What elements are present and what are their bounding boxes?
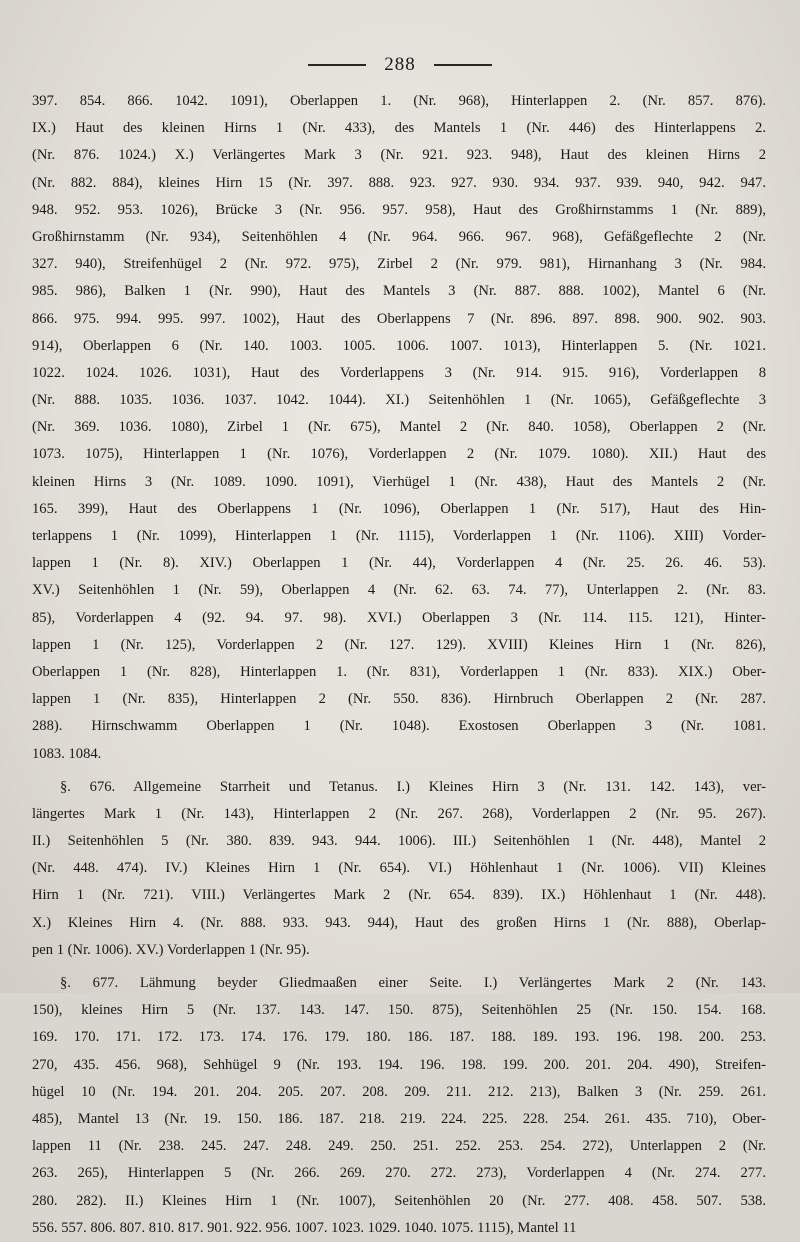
- text-line: Oberlappen 1 (Nr. 828), Hinterlappen 1. (Nr. 831), Vorderlappen 1 (Nr. 833). XIX.) Ober-: [32, 663, 766, 680]
- page-header: [0, 50, 800, 80]
- body-text: [32, 88, 766, 1242]
- text-line: (Nr. 369. 1036. 1080), Zirbel 1 (Nr. 675), Mantel 2 (Nr. 840. 1058), Oberlappen 2 (Nr.: [32, 419, 766, 436]
- text-line: hügel 10 (Nr. 194. 201. 204. 205. 207. 208. 209. 211. 212. 213), Balken 3 (Nr. 259. 261.: [32, 1083, 766, 1100]
- text-line: Hirn 1 (Nr. 721). VIII.) Verlängertes Mark 2 (Nr. 654. 839). IX.) Höhlenhaut 1 (Nr. 448).: [32, 887, 766, 904]
- paragraph: [32, 774, 766, 964]
- text-line: 866. 975. 994. 995. 997. 1002), Haut des Oberlappens 7 (Nr. 896. 897. 898. 900. 902. 903.: [32, 310, 766, 327]
- text-line: 165. 399), Haut des Oberlappens 1 (Nr. 1096), Oberlappen 1 (Nr. 517), Haut des Hin-: [32, 500, 766, 517]
- paragraph: [32, 970, 766, 1242]
- text-line: 327. 940), Streifenhügel 2 (Nr. 972. 975), Zirbel 2 (Nr. 979. 981), Hirnanhang 3 (Nr. 984.: [32, 256, 766, 273]
- text-line: 288). Hirnschwamm Oberlappen 1 (Nr. 1048). Exostosen Oberlappen 3 (Nr. 1081.: [32, 718, 766, 735]
- text-line: §. 677. Lähmung beyder Gliedmaaßen einer Seite. I.) Verlängertes Mark 2 (Nr. 143.: [60, 975, 766, 991]
- text-line: X.) Kleines Hirn 4. (Nr. 888. 933. 943. 944), Haut des großen Hirns 1 (Nr. 888), Oberlap-: [32, 914, 766, 931]
- paragraph: [32, 88, 766, 768]
- text-line: 985. 986), Balken 1 (Nr. 990), Haut des Mantels 3 (Nr. 887. 888. 1002), Mantel 6 (Nr.: [32, 283, 766, 300]
- text-line: (Nr. 888. 1035. 1036. 1037. 1042. 1044). XI.) Seitenhöhlen 1 (Nr. 1065), Gefäßgeflechte 3: [32, 392, 766, 409]
- text-line: Großhirnstamm (Nr. 934), Seitenhöhlen 4 (Nr. 964. 966. 967. 968), Gefäßgeflechte 2 (Nr.: [32, 228, 766, 245]
- text-line: lappen 11 (Nr. 238. 245. 247. 248. 249. 250. 251. 252. 253. 254. 272), Unterlappen 2 (Nr.: [32, 1138, 766, 1155]
- text-line: 280. 282). II.) Kleines Hirn 1 (Nr. 1007), Seitenhöhlen 20 (Nr. 277. 408. 458. 507. 538.: [32, 1192, 766, 1209]
- text-line: 150), kleines Hirn 5 (Nr. 137. 143. 147. 150. 875), Seitenhöhlen 25 (Nr. 150. 154. 168.: [32, 1002, 766, 1019]
- text-line: IX.) Haut des kleinen Hirns 1 (Nr. 433), des Mantels 1 (Nr. 446) des Hinterlappens 2.: [32, 120, 766, 137]
- text-line: 397. 854. 866. 1042. 1091), Oberlappen 1. (Nr. 968), Hinterlappen 2. (Nr. 857. 876).: [32, 93, 766, 109]
- text-line: XV.) Seitenhöhlen 1 (Nr. 59), Oberlappen 4 (Nr. 62. 63. 74. 77), Unterlappen 2. (Nr. 83.: [32, 582, 766, 599]
- text-line: terlappens 1 (Nr. 1099), Hinterlappen 1 (Nr. 1115), Vorderlappen 1 (Nr. 1106). XIII) Vorder-: [32, 528, 766, 544]
- text-line: lappen 1 (Nr. 8). XIV.) Oberlappen 1 (Nr. 44), Vorderlappen 4 (Nr. 25. 26. 46. 53).: [32, 555, 766, 572]
- text-line: 1022. 1024. 1026. 1031), Haut des Vorderlappens 3 (Nr. 914. 915. 916), Vorderlappen 8: [32, 364, 766, 381]
- header-rule-left: [308, 64, 366, 66]
- text-line: 169. 170. 171. 172. 173. 174. 176. 179. 180. 186. 187. 188. 189. 193. 196. 198. 200. 253.: [32, 1029, 766, 1046]
- text-line: lappen 1 (Nr. 835), Hinterlappen 2 (Nr. 550. 836). Hirnbruch Oberlappen 2 (Nr. 287.: [32, 691, 766, 708]
- header-rule-right: [434, 64, 492, 66]
- text-line: längertes Mark 1 (Nr. 143), Hinterlappen 2 (Nr. 267. 268), Vorderlappen 2 (Nr. 95. 267).: [32, 805, 766, 822]
- text-line: 948. 952. 953. 1026), Brücke 3 (Nr. 956. 957. 958), Haut des Großhirnstamms 1 (Nr. 889),: [32, 201, 766, 218]
- text-line: (Nr. 876. 1024.) X.) Verlängertes Mark 3 (Nr. 921. 923. 948), Haut des kleinen Hirns 2: [32, 147, 766, 164]
- text-line: 1073. 1075), Hinterlappen 1 (Nr. 1076), Vorderlappen 2 (Nr. 1079. 1080). XII.) Haut des: [32, 446, 766, 463]
- text-line: §. 676. Allgemeine Starrheit und Tetanus. I.) Kleines Hirn 3 (Nr. 131. 142. 143), ver-: [60, 778, 766, 795]
- text-line: II.) Seitenhöhlen 5 (Nr. 380. 839. 943. 944. 1006). III.) Seitenhöhlen 1 (Nr. 448), Mantel 2: [32, 833, 766, 850]
- text-line: 556. 557. 806. 807. 810. 817. 901. 922. 956. 1007. 1023. 1029. 1040. 1075. 1115), Mantel 11: [32, 1219, 577, 1236]
- text-line: 914), Oberlappen 6 (Nr. 140. 1003. 1005. 1006. 1007. 1013), Hinterlappen 5. (Nr. 1021.: [32, 337, 766, 354]
- text-line: lappen 1 (Nr. 125), Vorderlappen 2 (Nr. 127. 129). XVIII) Kleines Hirn 1 (Nr. 826),: [32, 636, 766, 653]
- text-line: (Nr. 448. 474). IV.) Kleines Hirn 1 (Nr. 654). VI.) Höhlenhaut 1 (Nr. 1006). VII) Kleines: [32, 860, 766, 877]
- text-line: 263. 265), Hinterlappen 5 (Nr. 266. 269. 270. 272. 273), Vorderlappen 4 (Nr. 274. 277.: [32, 1165, 766, 1182]
- text-line: kleinen Hirns 3 (Nr. 1089. 1090. 1091), Vierhügel 1 (Nr. 438), Haut des Mantels 2 (Nr.: [32, 473, 766, 490]
- text-line: pen 1 (Nr. 1006). XV.) Vorderlappen 1 (Nr. 95).: [32, 941, 310, 958]
- text-line: (Nr. 882. 884), kleines Hirn 15 (Nr. 397. 888. 923. 927. 930. 934. 937. 939. 940, 942. 947.: [32, 174, 766, 191]
- text-line: 485), Mantel 13 (Nr. 19. 150. 186. 187. 218. 219. 224. 225. 228. 254. 261. 435. 710), Ober-: [32, 1110, 766, 1127]
- text-line: 270, 435. 456. 968), Sehhügel 9 (Nr. 193. 194. 196. 198. 199. 200. 201. 204. 490), Streifen-: [32, 1056, 766, 1073]
- page-number: 288: [384, 54, 416, 75]
- text-line: 1083. 1084.: [32, 745, 102, 762]
- text-line: 85), Vorderlappen 4 (92. 94. 97. 98). XVI.) Oberlappen 3 (Nr. 114. 115. 121), Hinter-: [32, 609, 766, 626]
